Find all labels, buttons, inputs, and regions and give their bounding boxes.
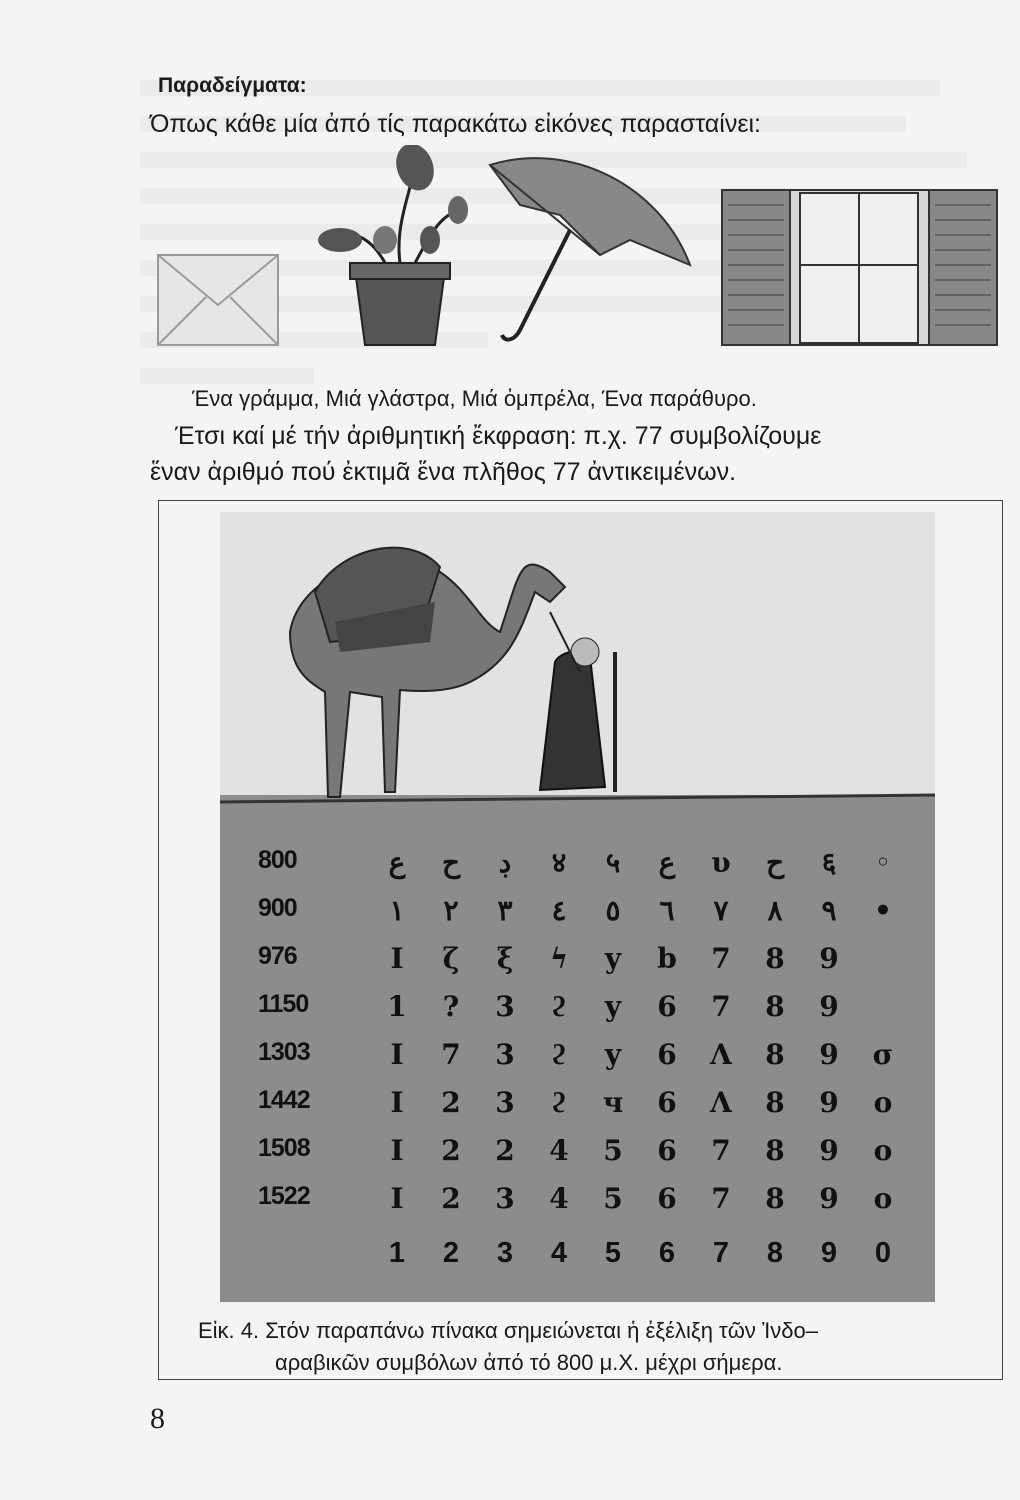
numeral-glyph: • [874, 894, 892, 927]
table-row [220, 1080, 935, 1126]
numeral-glyph: y [604, 1038, 622, 1071]
numeral-glyph: 4 [550, 1237, 568, 1269]
numeral-glyph: 6 [657, 1086, 677, 1119]
numeral-glyph: ٦ [659, 894, 675, 927]
table-row [220, 984, 935, 1030]
numeral-glyph: σ [872, 1038, 894, 1071]
numeral-glyph: b [657, 942, 677, 975]
numeral-glyph: 8 [765, 1182, 785, 1215]
numeral-glyph: I [390, 1086, 404, 1119]
illustration-captions: Ένα γράμμα, Μιά γλάστρα, Μιά ὀμπρέλα, Ένα παράθυρο. [192, 386, 757, 411]
numeral-glyph: 6 [657, 1038, 677, 1071]
modern-numerals-row [220, 1230, 935, 1276]
numeral-glyph: ६ [821, 846, 837, 879]
numeral-glyph: 4 [549, 1182, 569, 1215]
numeral-glyph: ٩ [821, 894, 837, 927]
numeral-glyph: I [390, 1134, 404, 1167]
numeral-glyph: ϟ [549, 942, 569, 975]
figure-caption-line2: αραβικῶν συμβόλων ἀπό τό 800 μ.Χ. μέχρι σήμερα. [275, 1350, 783, 1375]
numeral-glyph: 7 [711, 942, 731, 975]
numeral-glyph: ڊ [498, 846, 512, 879]
table-row [220, 840, 935, 886]
numeral-glyph: ? [442, 990, 460, 1023]
numeral-glyph: 9 [819, 1086, 839, 1119]
section-heading: Παραδείγματα: [158, 74, 307, 97]
row-year: 900 [258, 894, 297, 922]
arithmetic-text-line2: ἕναν ἀριθμό πού ἐκτιμᾶ ἕνα πλῆθος 77 ἀντικειμένων. [150, 458, 737, 486]
numeral-glyph: ٧ [713, 894, 729, 927]
numeral-glyph: 9 [819, 990, 839, 1023]
numeral-glyph: ५ [605, 846, 621, 879]
numeral-glyph: ٥ [605, 894, 621, 927]
numeral-glyph: 9 [819, 1134, 839, 1167]
numeral-glyph: ξ [496, 942, 514, 975]
numeral-glyph: 3 [495, 1182, 515, 1215]
numeral-glyph: 7 [711, 1182, 731, 1215]
numeral-glyph: 8 [765, 990, 785, 1023]
numeral-glyph: 5 [603, 1182, 623, 1215]
numeral-glyph: ϩ [550, 990, 568, 1023]
numeral-glyph: I [390, 1038, 404, 1071]
row-year: 1508 [258, 1134, 310, 1162]
numeral-glyph: 2 [442, 1237, 460, 1269]
figure-caption-line1: Εἰκ. 4. Στόν παραπάνω πίνακα σημειώνεται ἡ ἐξέλιξη τῶν Ἰνδο– [198, 1318, 818, 1343]
numeral-glyph: 7 [712, 1237, 730, 1269]
numeral-glyph: 1 [388, 1237, 406, 1269]
numeral-glyph: ϩ [550, 1038, 568, 1071]
row-year: 1442 [258, 1086, 310, 1114]
row-year: 976 [258, 942, 297, 970]
row-glyphs [370, 888, 910, 934]
numeral-glyph: ٣ [497, 894, 513, 927]
numeral-glyph: 8 [766, 1237, 784, 1269]
numeral-glyph: Λ [710, 1086, 732, 1119]
numeral-glyph: 7 [441, 1038, 461, 1071]
numeral-glyph: 8 [765, 942, 785, 975]
numeral-glyph: 1 [387, 990, 407, 1023]
numeral-glyph: 2 [441, 1182, 461, 1215]
numeral-glyph: ح [765, 846, 785, 879]
numeral-glyph: Λ [710, 1038, 732, 1071]
numeral-glyph: υ [711, 846, 731, 879]
numeral-glyph: ζ [442, 942, 460, 975]
numeral-glyph: 2 [441, 1086, 461, 1119]
numeral-glyph: ٨ [767, 894, 783, 927]
numeral-glyph: 2 [441, 1134, 461, 1167]
table-row [220, 1032, 935, 1078]
numeral-glyph: ४ [551, 846, 567, 879]
numeral-glyph: 3 [496, 1237, 514, 1269]
numeral-glyph: ٤ [551, 894, 567, 927]
row-glyphs [370, 1176, 910, 1222]
numeral-glyph: I [390, 1182, 404, 1215]
numeral-glyph: I [390, 942, 404, 975]
numeral-glyph: ч [602, 1086, 624, 1119]
example-illustrations [140, 145, 1010, 380]
numeral-glyph: 6 [658, 1237, 676, 1269]
numeral-glyph: 0 [874, 1237, 892, 1269]
numeral-glyph: 3 [495, 1086, 515, 1119]
row-year: 1522 [258, 1182, 310, 1210]
row-year: 1303 [258, 1038, 310, 1066]
row-year: 1150 [258, 990, 309, 1018]
row-glyphs [370, 936, 910, 982]
numeral-glyph: 6 [657, 1182, 677, 1215]
numeral-glyph: 8 [765, 1134, 785, 1167]
row-glyphs [370, 1032, 910, 1078]
row-year: 800 [258, 846, 297, 874]
numeral-glyph: 7 [711, 990, 731, 1023]
numeral-glyph: y [604, 990, 622, 1023]
arithmetic-text-line1: Έτσι καί μέ τήν ἀριθμητική ἔκφραση: π.χ. 77 συμβολίζουμε [175, 422, 822, 450]
numeral-glyph: o [873, 1134, 893, 1167]
umbrella-illustration [490, 158, 690, 339]
row-glyphs [370, 840, 910, 886]
table-row [220, 888, 935, 934]
table-row [220, 936, 935, 982]
numeral-glyph: ٢ [443, 894, 459, 927]
numeral-glyph: 2 [495, 1134, 515, 1167]
numeral-glyph: 4 [549, 1134, 569, 1167]
row-glyphs [370, 984, 910, 1030]
numeral-glyph: 8 [765, 1038, 785, 1071]
numeral-glyph: 9 [819, 942, 839, 975]
numeral-glyph: 6 [657, 990, 677, 1023]
table-row [220, 1176, 935, 1222]
numeral-glyph: ϩ [550, 1086, 568, 1119]
row-glyphs [370, 1128, 910, 1174]
numeral-glyph: 5 [604, 1237, 622, 1269]
numeral-glyph: 7 [711, 1134, 731, 1167]
numeral-glyph: 9 [819, 1038, 839, 1071]
envelope-illustration [158, 255, 278, 345]
numeral-glyph: o [873, 1086, 893, 1119]
numeral-glyph: 5 [603, 1134, 623, 1167]
numeral-glyph: y [604, 942, 622, 975]
row-glyphs [370, 1230, 910, 1276]
window-illustration [722, 190, 997, 345]
numeral-glyph: ع [388, 846, 406, 879]
numeral-glyph: 3 [495, 1038, 515, 1071]
numeral-evolution-table [220, 812, 935, 1302]
numeral-glyph: 8 [765, 1086, 785, 1119]
numeral-glyph: ح [441, 846, 461, 879]
numeral-glyph: 3 [495, 990, 515, 1023]
numeral-glyph: ع [658, 846, 676, 879]
numeral-glyph: o [873, 1182, 893, 1215]
page-number: 8 [150, 1402, 165, 1435]
table-row [220, 1128, 935, 1174]
row-glyphs [370, 1080, 910, 1126]
numeral-glyph: 6 [657, 1134, 677, 1167]
flowerpot-illustration [318, 145, 468, 345]
numeral-glyph: 9 [820, 1237, 838, 1269]
numeral-glyph: 9 [819, 1182, 839, 1215]
numeral-glyph: ١ [389, 894, 405, 927]
intro-text: Όπως κάθε μία ἀπό τίς παρακάτω εἰκόνες παρασταίνει: [150, 110, 761, 138]
numeral-glyph: ◦ [874, 846, 892, 879]
